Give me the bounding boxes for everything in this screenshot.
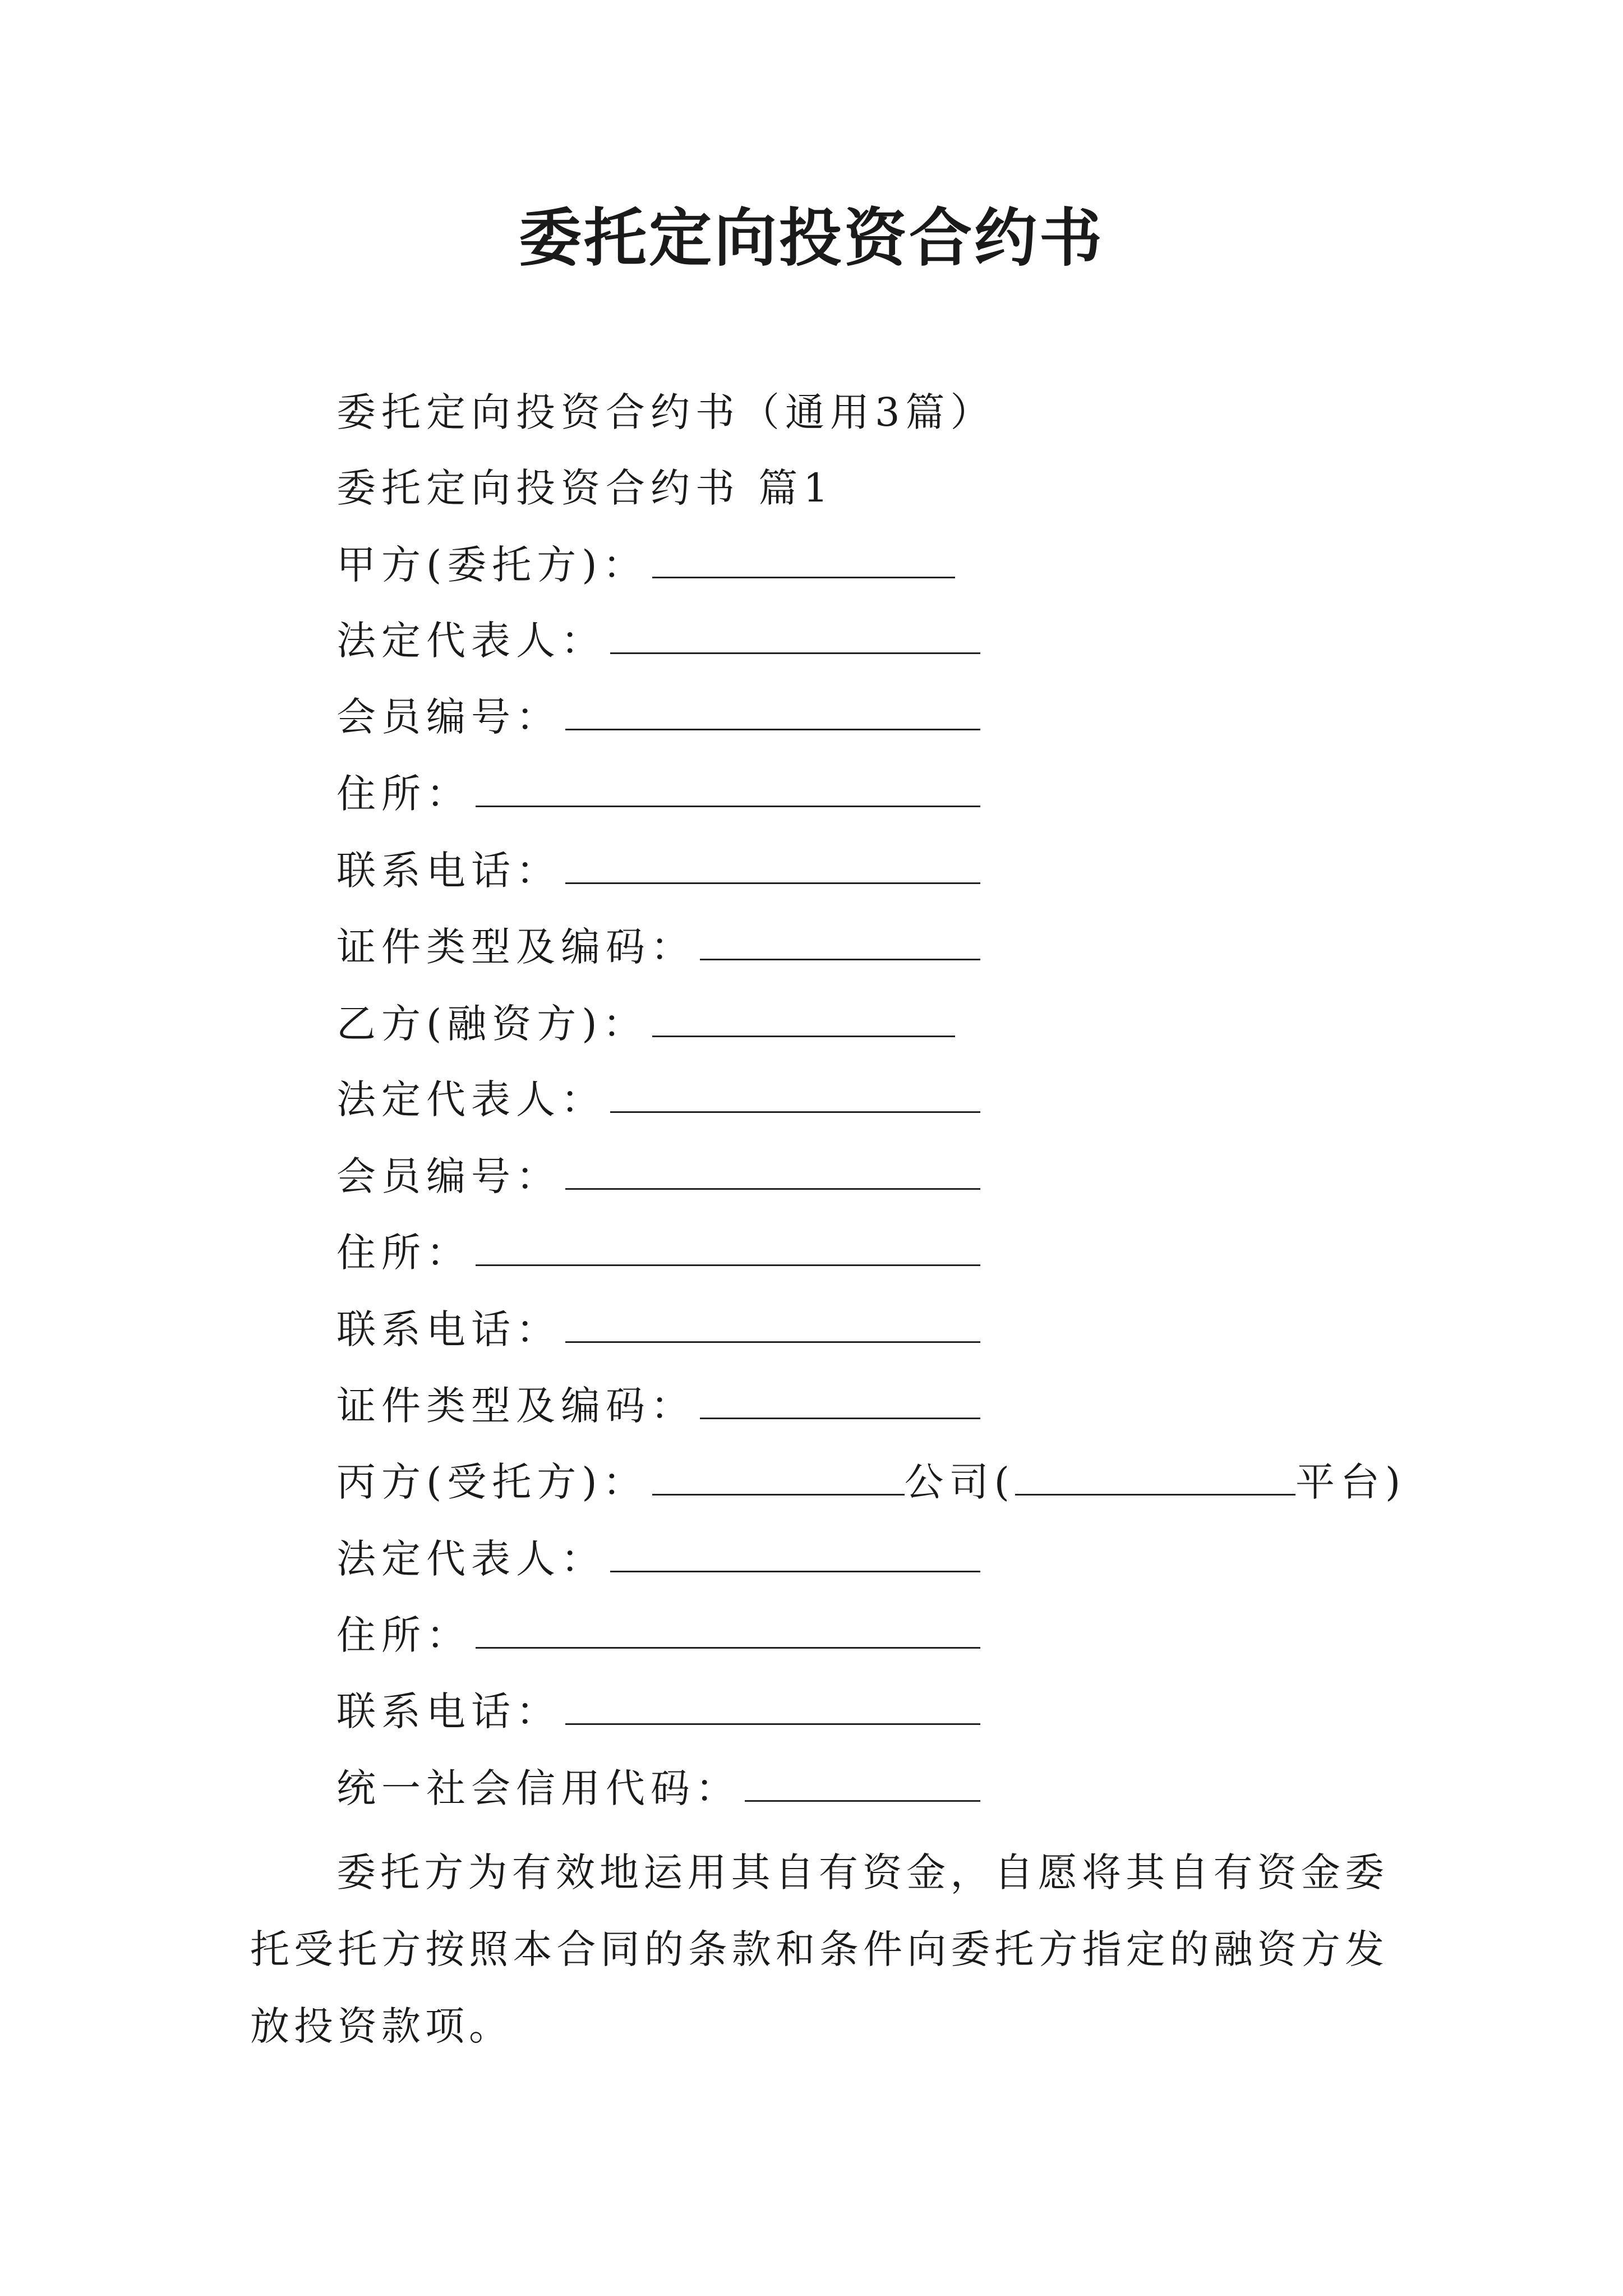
field-label: 联系电话： <box>336 848 561 894</box>
field-party-b-phone <box>336 1296 980 1363</box>
field-label: 证件类型及编码： <box>336 924 695 970</box>
fill-blank[interactable] <box>565 843 980 884</box>
field-party-c-legal-rep <box>336 1525 980 1593</box>
field-party-a-legal-rep <box>336 607 980 674</box>
field-party-b-member-no <box>336 1143 980 1210</box>
fill-blank[interactable] <box>565 1149 980 1190</box>
fill-blank[interactable] <box>652 537 955 578</box>
field-party-b-legal-rep <box>336 1066 980 1133</box>
field-platform-text: 平台) <box>1295 1459 1407 1505</box>
field-label: 会员编号： <box>336 694 561 740</box>
section-heading: 委托定向投资合约书 篇1 <box>336 465 834 511</box>
field-label: 丙方(受托方)： <box>336 1459 648 1505</box>
field-label: 甲方(委托方)： <box>336 542 648 588</box>
fill-blank[interactable] <box>476 1225 980 1266</box>
field-label: 住所： <box>336 1612 471 1658</box>
field-company-text: 公司( <box>904 1459 1015 1505</box>
field-party-a <box>336 531 955 599</box>
field-label: 住所： <box>336 771 471 817</box>
field-party-b-id <box>336 1372 980 1439</box>
field-label: 会员编号： <box>336 1153 561 1199</box>
field-party-a-address <box>336 760 980 827</box>
fill-blank[interactable] <box>652 1455 905 1496</box>
fill-blank[interactable] <box>610 1072 980 1113</box>
field-label: 联系电话： <box>336 1688 561 1734</box>
field-label: 证件类型及编码： <box>336 1383 695 1429</box>
fill-blank[interactable] <box>565 689 980 730</box>
document-title: 委托定向投资合约书 <box>519 201 1104 275</box>
fill-blank[interactable] <box>476 766 980 807</box>
fill-blank[interactable] <box>700 1378 980 1419</box>
fill-blank[interactable] <box>610 613 980 654</box>
field-label: 乙方(融资方)： <box>336 1001 648 1047</box>
document-subtitle: 委托定向投资合约书（通用3篇） <box>336 389 995 435</box>
fill-blank[interactable] <box>745 1761 980 1802</box>
field-party-a-member-no <box>336 683 980 751</box>
field-label: 法定代表人： <box>336 618 606 664</box>
field-party-c-address <box>336 1602 980 1669</box>
fill-blank[interactable] <box>565 1684 980 1725</box>
fill-blank[interactable] <box>610 1531 980 1572</box>
fill-blank[interactable] <box>476 1608 980 1649</box>
fill-blank[interactable] <box>652 996 955 1037</box>
field-party-a-phone <box>336 837 980 904</box>
field-label: 联系电话： <box>336 1306 561 1352</box>
fill-blank[interactable] <box>565 1302 980 1343</box>
fill-blank[interactable] <box>1015 1455 1295 1496</box>
field-label: 住所： <box>336 1230 471 1276</box>
field-label: 统一社会信用代码： <box>336 1765 740 1811</box>
field-label: 法定代表人： <box>336 1076 606 1122</box>
fill-blank[interactable] <box>700 919 980 960</box>
field-party-b <box>336 990 955 1057</box>
field-label: 法定代表人： <box>336 1536 606 1582</box>
field-party-c <box>336 1448 1406 1516</box>
field-party-b-address <box>336 1219 980 1286</box>
field-party-c-phone <box>336 1678 980 1745</box>
body-paragraph: 委托方为有效地运用其自有资金，自愿将其自有资金委托受托方按照本合同的条款和条件向委托方指定的融资方发放投资款项。 <box>250 1849 1389 2049</box>
field-party-c-credit-code <box>336 1755 980 1822</box>
field-party-a-id <box>336 913 980 981</box>
